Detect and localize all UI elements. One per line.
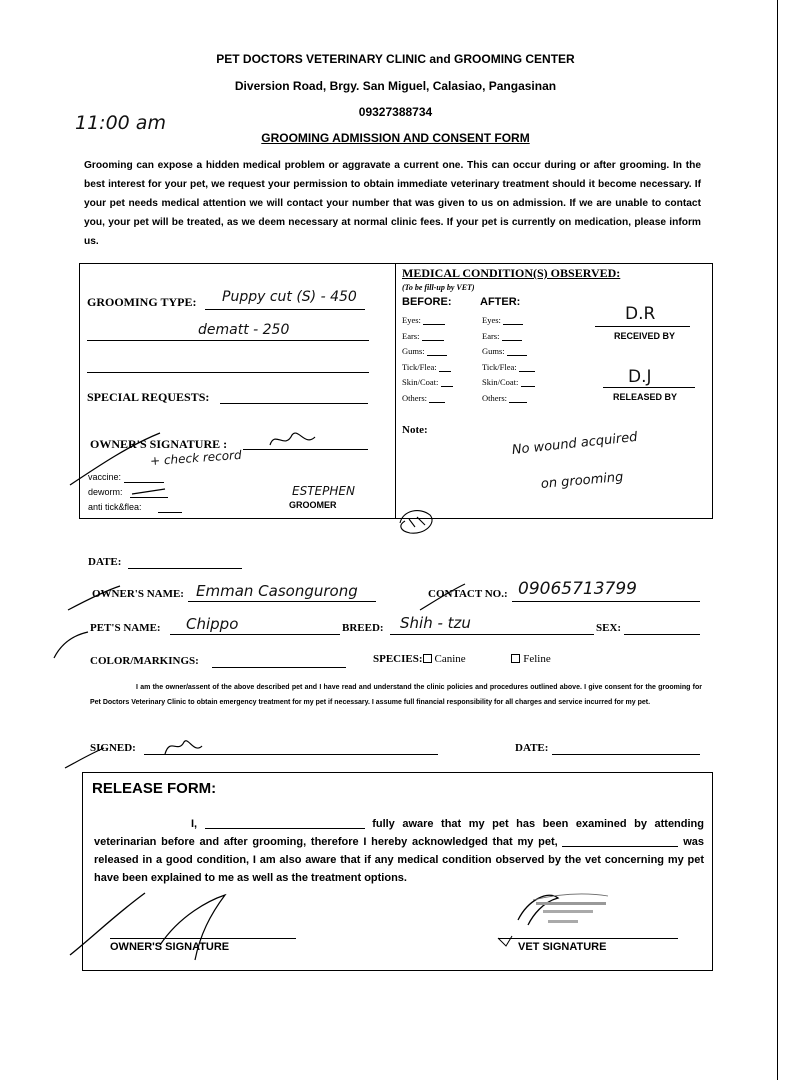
release-text-3: was released in a good condition, I am also aware that if any medical condition observed by the vet concerning my pet have been explained to me as well as the treatment options. xyxy=(94,836,704,884)
owner-name-strokes xyxy=(60,576,480,616)
special-requests-label: SPECIAL REQUESTS: xyxy=(87,390,210,404)
note-line-2: on grooming xyxy=(540,469,624,492)
received-by-initials: D.R xyxy=(625,304,656,324)
breed-label: BREED: xyxy=(342,622,384,634)
canine-checkbox[interactable] xyxy=(423,654,432,663)
release-owner-signature-scribble xyxy=(60,885,260,965)
deworm-mark xyxy=(130,486,170,496)
signed-label: SIGNED: xyxy=(90,742,136,754)
before-gums: Gums: xyxy=(402,344,453,360)
consent-date-label: DATE: xyxy=(515,742,549,754)
date-label: DATE: xyxy=(88,556,122,568)
after-eyes: Eyes: xyxy=(482,313,535,329)
vaccine-line xyxy=(124,482,164,483)
signed-signature xyxy=(60,732,230,772)
handwritten-time: 11:00 am xyxy=(75,112,166,134)
medical-title: MEDICAL CONDITION(S) OBSERVED: xyxy=(402,266,621,280)
groomer-name: ESTEPHEN xyxy=(292,484,355,498)
scan-edge xyxy=(777,0,778,1080)
owner-signature-label: OWNER'S SIGNATURE : xyxy=(90,437,228,451)
deworm-line xyxy=(130,497,168,498)
release-owner-signature-label: OWNER'S SIGNATURE xyxy=(110,941,230,953)
before-tick-flea: Tick/Flea: xyxy=(402,360,453,376)
before-conditions xyxy=(402,313,453,407)
release-title: RELEASE FORM: xyxy=(92,780,217,797)
species-field xyxy=(373,653,551,665)
color-markings-line xyxy=(212,667,346,668)
vet-initials-scribble xyxy=(395,505,440,540)
release-owner-name-line xyxy=(205,817,365,829)
pet-name-value: Chippo xyxy=(186,615,239,633)
after-others: Others: xyxy=(482,391,535,407)
grooming-type-label: GROOMING TYPE: xyxy=(87,295,197,309)
vet-signature-label: VET SIGNATURE xyxy=(518,941,607,953)
breed-value: Shih - tzu xyxy=(400,614,471,632)
contact-value: 09065713799 xyxy=(518,579,637,599)
release-text xyxy=(94,815,704,887)
consent-date-line xyxy=(552,754,700,755)
after-ears: Ears: xyxy=(482,329,535,345)
contact-line xyxy=(512,601,700,602)
after-gums: Gums: xyxy=(482,344,535,360)
before-label: BEFORE: xyxy=(402,296,452,308)
anti-tick-flea-line xyxy=(158,512,182,513)
release-text-2: fully aware that my pet has been examined by attending veterinarian before and after grooming, therefore I hereby acknowledged that my pet, xyxy=(94,818,704,848)
canine-label: Canine xyxy=(434,653,466,665)
grooming-type-line-2 xyxy=(87,340,369,341)
pet-name-label: PET'S NAME: xyxy=(90,622,161,634)
anti-tick-flea-label: anti tick&flea: xyxy=(88,502,142,512)
pet-name-line xyxy=(170,634,340,635)
medical-subtitle: (To be fill-up by VET) xyxy=(402,283,475,292)
grooming-type-line-3 xyxy=(87,372,369,373)
received-by-line xyxy=(595,326,690,327)
clinic-phone: 09327388734 xyxy=(358,105,433,119)
before-skin-coat: Skin/Coat: xyxy=(402,375,453,391)
received-by-label: RECEIVED BY xyxy=(614,331,676,341)
intro-paragraph: Grooming can expose a hidden medical problem or aggravate a current one. This can occur during or after grooming. In the best interest for your pet, we request your permission to obtain immediate veterinary treatment should it become necessary. If your pet needs medical attention we will contact your number that was given to us on admission. If we are unable to contact you, your pet will be treated, as we deem necessary at normal clinic fees. If your pet is currently on medication, please inform us. xyxy=(84,160,701,247)
box-divider xyxy=(395,263,396,518)
contact-label: CONTACT NO.: xyxy=(428,588,508,600)
owner-name-label: OWNER'S NAME: xyxy=(92,588,184,600)
note-line-1: No wound acquired xyxy=(511,429,639,458)
owner-signature-handwritten-note: + check record xyxy=(149,447,243,469)
color-markings-label: COLOR/MARKINGS: xyxy=(90,655,199,667)
before-eyes: Eyes: xyxy=(402,313,453,329)
clinic-name: PET DOCTORS VETERINARY CLINIC and GROOMING CENTER xyxy=(216,52,575,66)
owner-name-value: Emman Casongurong xyxy=(196,582,358,600)
date-line xyxy=(128,568,242,569)
feline-checkbox[interactable] xyxy=(511,654,520,663)
grooming-type-value-1: Puppy cut (S) - 450 xyxy=(222,289,357,305)
after-tick-flea: Tick/Flea: xyxy=(482,360,535,376)
consent-text: I am the owner/assent of the above described pet and I have read and understand the clinic policies and procedures outlined above. I give consent for the grooming for Pet Doctors Veterinary Clinic to obtain emergency treatment for my pet if necessary. I assume full financial responsibility for all charges and service incurred for my pet. xyxy=(90,684,702,706)
deworm-label: deworm: xyxy=(88,487,123,497)
note-label: Note: xyxy=(402,424,428,436)
breed-line xyxy=(390,634,594,635)
vaccine-label: vaccine: xyxy=(88,472,122,482)
special-requests-line xyxy=(220,403,368,404)
vet-signature-stamp xyxy=(488,880,628,950)
before-ears: Ears: xyxy=(402,329,453,345)
sex-line xyxy=(624,634,700,635)
before-others: Others: xyxy=(402,391,453,407)
sex-label: SEX: xyxy=(596,622,622,634)
released-by-line xyxy=(603,387,695,388)
after-conditions xyxy=(482,313,535,407)
grooming-type-line-1 xyxy=(205,309,365,310)
release-pet-name-line xyxy=(562,835,678,847)
feline-label: Feline xyxy=(523,653,551,665)
groomer-label: GROOMER xyxy=(289,500,337,510)
form-title: GROOMING ADMISSION AND CONSENT FORM xyxy=(261,131,530,145)
species-label: SPECIES: xyxy=(373,653,423,665)
after-label: AFTER: xyxy=(480,296,521,308)
released-by-label: RELEASED BY xyxy=(613,392,678,402)
grooming-type-value-2: dematt - 250 xyxy=(198,322,290,338)
clinic-address: Diversion Road, Brgy. San Miguel, Calasiao, Pangasinan xyxy=(234,79,557,93)
released-by-initials: D.J xyxy=(628,367,652,387)
after-skin-coat: Skin/Coat: xyxy=(482,375,535,391)
release-text-i: I, xyxy=(191,818,198,830)
